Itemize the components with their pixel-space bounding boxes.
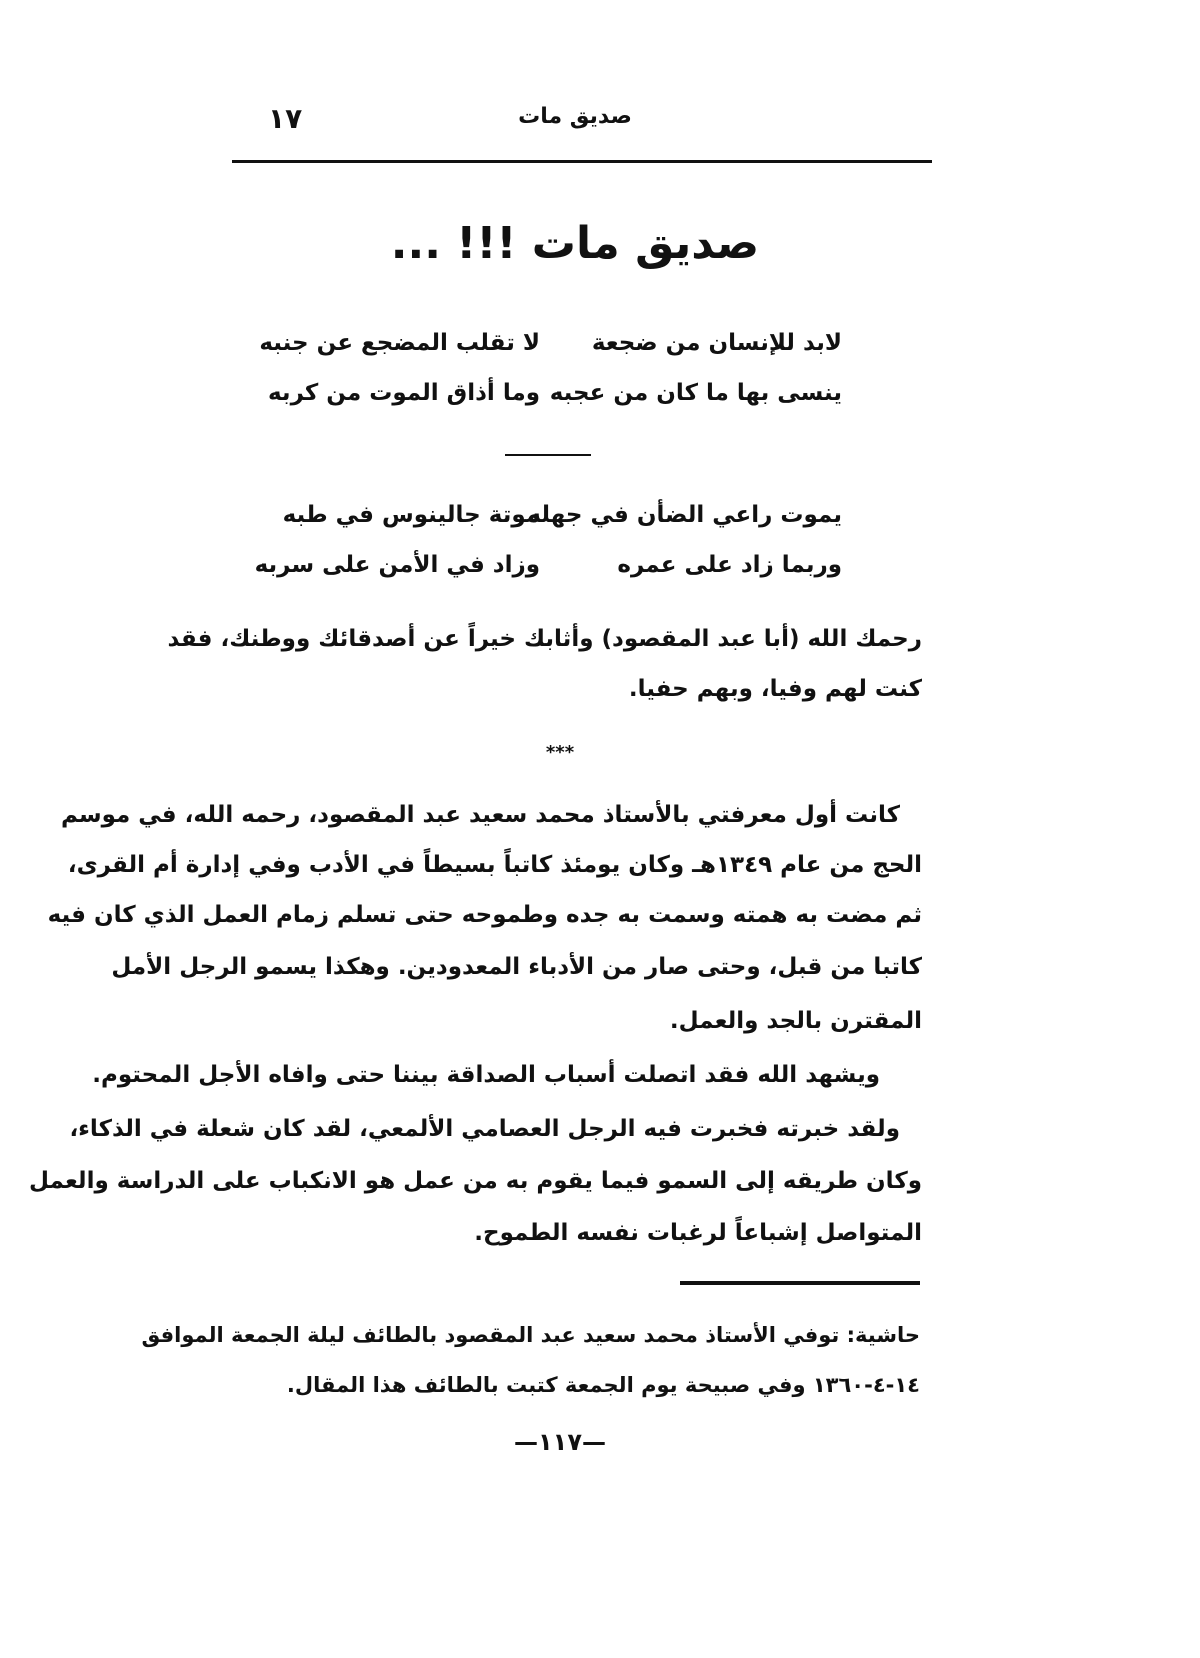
text-line: ثم مضت به همته وسمت به جده وطموحه حتى تسلم زمام العمل الذي كان فيه: [47, 902, 922, 928]
text-line: كاتبا من قبل، وحتى صار من الأدباء المعدودين. وهكذا يسمو الرجل الأمل: [111, 954, 922, 980]
article-title: صديق مات !!! ...: [390, 218, 760, 269]
text-line: كانت أول معرفتي بالأستاذ محمد سعيد عبد المقصود، رحمه الله، في موسم: [60, 802, 900, 828]
verse-right: ينسى بها ما كان من عجبه: [549, 380, 842, 406]
verse-left: وزاد في الأمن على سربه: [254, 552, 540, 578]
stanza-divider: [505, 454, 591, 456]
verse-right: يموت راعي الضأن في جهله: [527, 502, 842, 528]
text-line: رحمك الله (أبا عبد المقصود) وأثابك خيراً عن أصدقائك ووطنك، فقد: [167, 626, 922, 652]
header-rule: [232, 160, 932, 163]
footer-page-number: —١١٧—: [514, 1428, 606, 1456]
footnote-line: حاشية: توفي الأستاذ محمد سعيد عبد المقصود بالطائف ليلة الجمعة الموافق: [141, 1323, 920, 1347]
text-line: المتواصل إشباعاً لرغبات نفسه الطموح.: [474, 1220, 922, 1246]
page-number: ١٧: [268, 102, 303, 135]
footnote-rule: [680, 1281, 920, 1285]
section-separator: ***: [545, 742, 575, 763]
running-title: صديق مات: [518, 104, 632, 129]
verse-right: لابد للإنسان من ضجعة: [591, 330, 842, 356]
verse-right: وربما زاد على عمره: [617, 552, 842, 578]
text-line: ويشهد الله فقد اتصلت أسباب الصداقة بيننا حتى وافاه الأجل المحتوم.: [92, 1062, 880, 1088]
verse-left: لا تقلب المضجع عن جنبه: [259, 330, 540, 356]
text-line: كنت لهم وفيا، وبهم حفيا.: [628, 676, 922, 702]
footnote-line: ١٤-٤-١٣٦٠ وفي صبيحة يوم الجمعة كتبت بالطائف هذا المقال.: [286, 1373, 920, 1397]
text-line: المقترن بالجد والعمل.: [669, 1008, 922, 1034]
verse-left: موتة جالينوس في طبه: [282, 502, 540, 528]
text-line: وكان طريقه إلى السمو فيما يقوم به من عمل هو الانكباب على الدراسة والعمل: [29, 1168, 922, 1194]
text-line: الحج من عام ١٣٤٩هـ وكان يومئذ كاتباً بسيطاً في الأدب وفي إدارة أم القرى،: [67, 852, 922, 878]
text-line: ولقد خبرته فخبرت فيه الرجل العصامي الألمعي، لقد كان شعلة في الذكاء،: [69, 1116, 900, 1142]
verse-left: وما أذاق الموت من كربه: [267, 380, 540, 406]
